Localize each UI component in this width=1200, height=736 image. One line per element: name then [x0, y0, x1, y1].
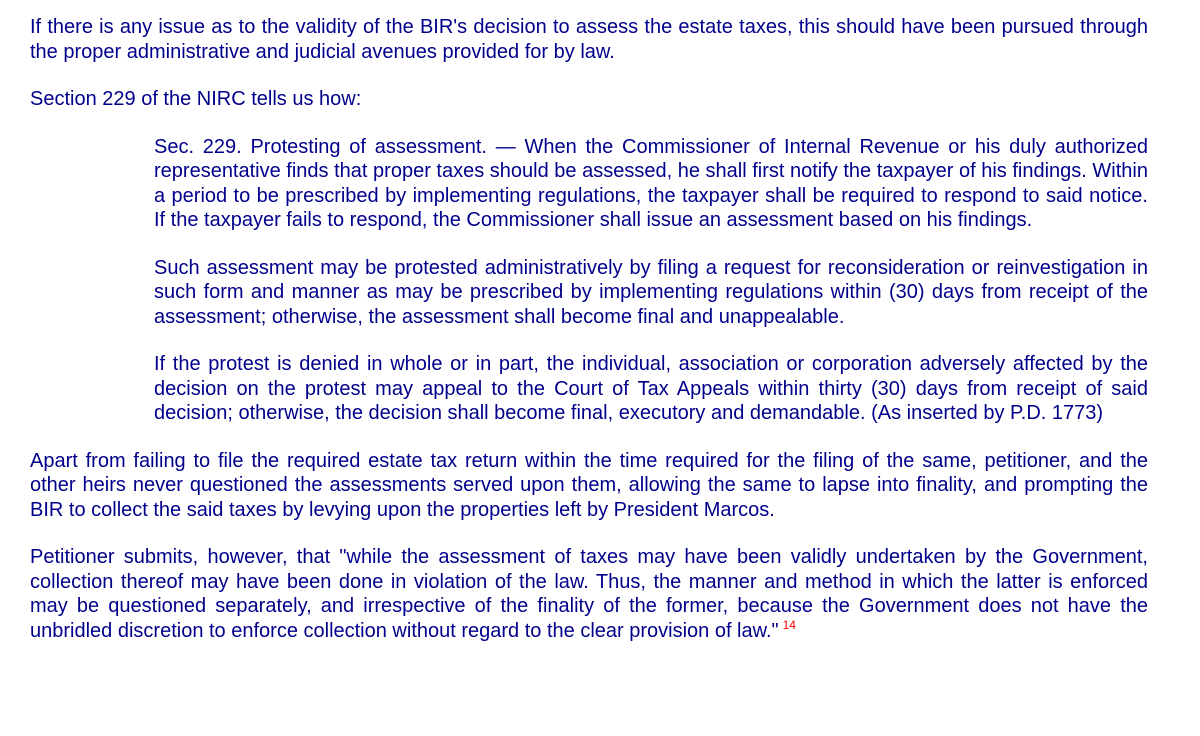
paragraph-petitioner-submits: [30, 545, 1148, 643]
quote-paragraph-appeal: If the protest is denied in whole or in part, the individual, association or corporation adversely affected by the decision on the protest may appeal to the Court of Tax Appeals within thirty (30) days from receipt of said decision; otherwise, the decision shall become final, executory and demandable. (As inserted by P.D. 1773): [154, 353, 1148, 424]
paragraph-petitioner-text: Petitioner submits, however, that "while the assessment of taxes may have been validly undertaken by the Government, collection thereof may have been done in violation of the law. Thus, the manner and method in which the latter is enforced may be questioned separately, and irrespective of the finality of the former, because the Government does not have the unbridled discretion to enforce collection without regard to the clear provision of law.": [30, 546, 1148, 642]
footnote-reference[interactable]: 14: [782, 617, 796, 632]
paragraph-validity-issue: If there is any issue as to the validity of the BIR's decision to assess the estate taxes, this should have been pursued through the proper administrative and judicial avenues provided for by law.: [30, 16, 1148, 63]
paragraph-heirs-finality: Apart from failing to file the required estate tax return within the time required for the filing of the same, petitioner, and the other heirs never questioned the assessments served upon them, allowing the same to lapse into finality, and prompting the BIR to collect the said taxes by levying upon the properties left by President Marcos.: [30, 449, 1148, 521]
quote-paragraph-protesting: Sec. 229. Protesting of assessment. — When the Commissioner of Internal Revenue or his duly authorized representative finds that proper taxes should be assessed, he shall first notify the taxpayer of his findings. Within a period to be prescribed by implementing regulations, the taxpayer shall be required to respond to said notice. If the taxpayer fails to respond, the Commissioner shall issue an assessment based on his findings.: [154, 135, 1148, 231]
quoted-section-229: [154, 135, 1148, 426]
quote-paragraph-reconsideration: Such assessment may be protested administratively by filing a request for reconsideration or reinvestigation in such form and manner as may be prescribed by implementing regulations within (30) days from receipt of the assessment; otherwise, the assessment shall become final and unappealable.: [154, 256, 1148, 328]
paragraph-section-intro: Section 229 of the NIRC tells us how:: [30, 88, 362, 110]
